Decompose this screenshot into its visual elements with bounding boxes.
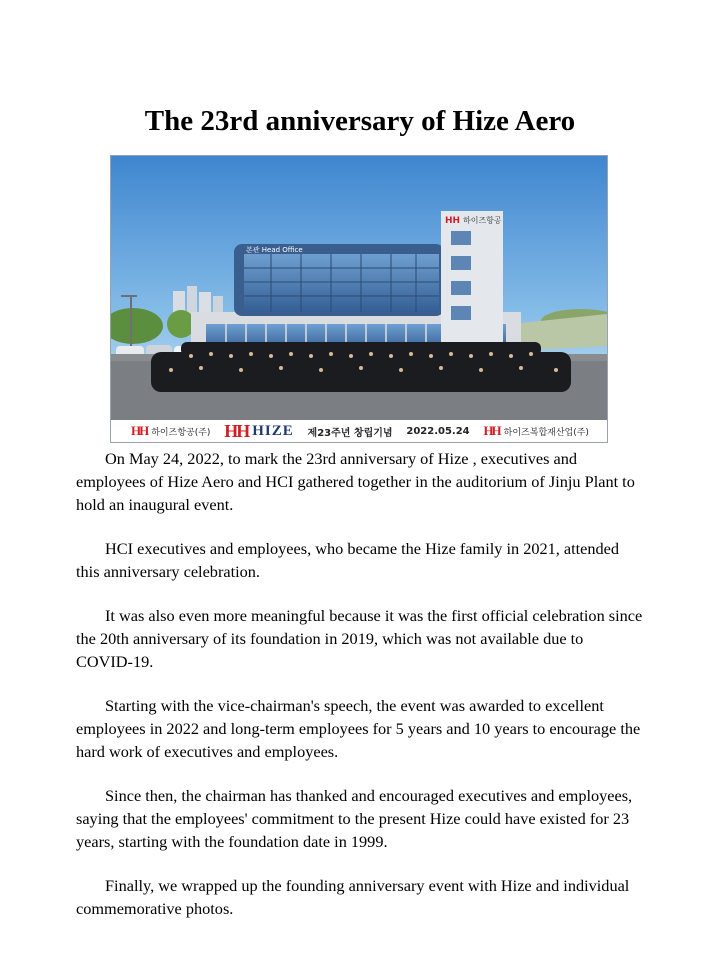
page-title: The 23rd anniversary of Hize Aero	[144, 105, 576, 137]
caption-company: 하이즈항공(주)	[151, 427, 211, 438]
paragraph: Since then, the chairman has thanked and encouraged executives and employees, saying that the employees' commitment to the present Hize could have existed for 23 years, starting with the foundation date in 1999.	[76, 786, 633, 851]
hize-logo-icon: HH	[131, 423, 148, 438]
paragraph: Finally, we wrapped up the founding anniversary event with Hize and individual commemorative photos.	[76, 876, 630, 918]
hci-logo-icon: HH	[483, 423, 500, 438]
caption-left-logo	[131, 423, 210, 439]
paragraph: On May 24, 2022, to mark the 23rd anniversary of Hize , executives and employees of Hize Aero and HCI gathered together in the auditorium of Jinju Plant to hold an inaugural event.	[76, 449, 635, 514]
paragraph: It was also even more meaningful because it was the first official celebration since the 20th anniversary of its foundation in 2019, which was not available due to COVID-19.	[76, 606, 643, 671]
photo-caption-bar	[111, 420, 607, 442]
caption-subsidiary: 하이즈복합재산업(주)	[503, 427, 589, 438]
caption-date: 2022.05.24	[406, 425, 470, 437]
tower-sign: 하이즈항공	[463, 216, 502, 225]
hize-brand-logo-icon: HH	[224, 420, 249, 441]
group-photo	[110, 155, 608, 443]
paragraph: Starting with the vice-chairman's speech, the event was awarded to excellent employees in 2022 and long-term employees for 5 years and 10 years to encourage the hard work of executives and employees.	[76, 696, 641, 761]
building-tower	[441, 211, 503, 351]
caption-brand-group	[224, 421, 294, 442]
caption-right-logo	[483, 423, 589, 439]
group-photo-illustration	[111, 156, 607, 422]
caption-brand: HIZE	[252, 422, 294, 439]
office-sign: 본관 Head Office	[246, 246, 303, 254]
caption-event: 제23주년 창립기념	[307, 427, 393, 439]
paragraph: HCI executives and employees, who became the Hize family in 2021, attended this anniversary celebration.	[76, 539, 620, 581]
tower-logo-mark: HH	[445, 216, 461, 226]
article-body	[76, 447, 644, 941]
